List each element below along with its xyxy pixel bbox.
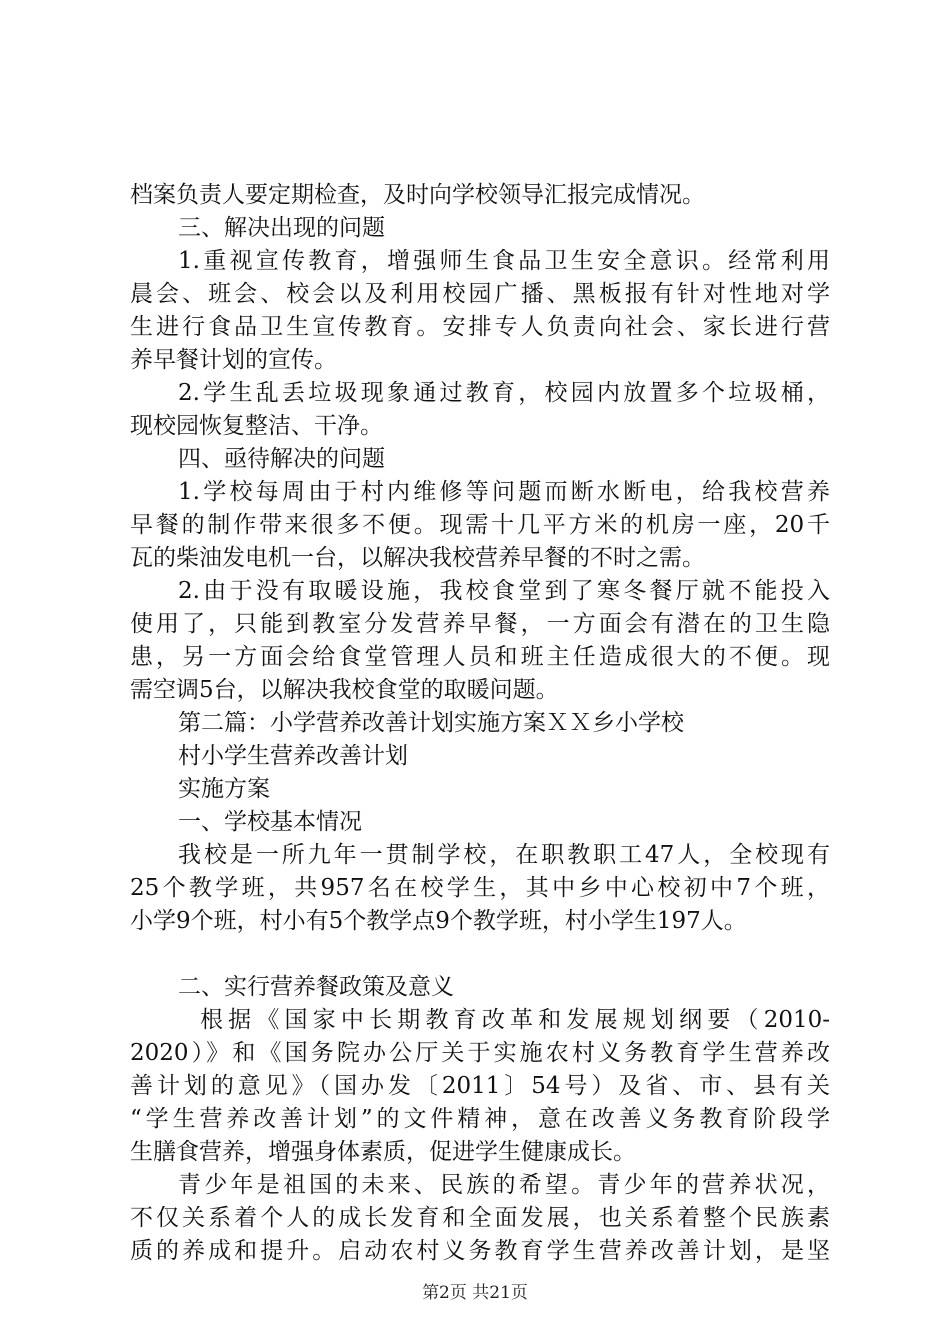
chapter-heading: 村小学生营养改善计划 [178, 743, 408, 769]
section-heading: 二、实行营养餐政策及意义 [178, 974, 454, 1000]
text-line: 患，另一方面会给食堂管理人员和班主任造成很大的不便。现 [130, 644, 830, 670]
section-heading: 四、亟待解决的问题 [178, 446, 385, 472]
text-line: 生进行食品卫生宣传教育。安排专人负责向社会、家长进行营 [130, 314, 830, 340]
text-line: 2.学生乱丢垃圾现象通过教育，校园内放置多个垃圾桶， [178, 380, 830, 406]
text-line: 我校是一所九年一贯制学校，在职教职工47人，全校现有 [178, 842, 830, 868]
text-line: 1.重视宣传教育，增强师生食品卫生安全意识。经常利用 [178, 248, 830, 274]
text-line: 青少年是祖国的未来、民族的希望。青少年的营养状况， [178, 1172, 830, 1198]
text-line: 现校园恢复整洁、干净。 [130, 413, 383, 439]
text-line: 晨会、班会、校会以及利用校园广播、黑板报有针对性地对学 [130, 281, 830, 307]
chapter-heading: 实施方案 [178, 776, 270, 802]
text-line: 使用了，只能到教室分发营养早餐，一方面会有潜在的卫生隐 [130, 611, 830, 637]
text-line: 档案负责人要定期检查，及时向学校领导汇报完成情况。 [130, 182, 705, 208]
text-line: 早餐的制作带来很多不便。现需十几平方米的机房一座，20千 [130, 512, 830, 538]
text-line: 2020）》和《国务院办公厅关于实施农村义务教育学生营养改 [130, 1040, 830, 1066]
text-line: 25个教学班，共957名在校学生，其中乡中心校初中7个班， [130, 875, 830, 901]
text-line: 2.由于没有取暖设施，我校食堂到了寒冬餐厅就不能投入 [178, 578, 830, 604]
text-line: 善计划的意见》（国办发〔2011〕54号）及省、市、县有关 [130, 1073, 830, 1099]
text-line: 根据《国家中长期教育改革和发展规划纲要（2010- [200, 1007, 830, 1033]
text-line: 需空调5台，以解决我校食堂的取暖问题。 [130, 677, 559, 703]
text-line: 养早餐计划的宣传。 [130, 347, 337, 373]
text-line: 质的养成和提升。启动农村义务教育学生营养改善计划，是坚 [130, 1238, 830, 1264]
text-line: 小学9个班，村小有5个教学点9个教学班，村小学生197人。 [130, 908, 747, 934]
chapter-heading: 第二篇：小学营养改善计划实施方案ＸＸ乡小学校 [178, 710, 684, 736]
page-footer: 第2页 共21页 [422, 1283, 528, 1303]
text-line: 生膳食营养，增强身体素质，促进学生健康成长。 [130, 1139, 636, 1165]
section-heading: 一、学校基本情况 [178, 809, 362, 835]
section-heading: 三、解决出现的问题 [178, 215, 385, 241]
text-line: 1.学校每周由于村内维修等问题而断水断电，给我校营养 [178, 479, 830, 505]
text-line: 不仅关系着个人的成长发育和全面发展，也关系着整个民族素 [130, 1205, 830, 1231]
text-line: “学生营养改善计划”的文件精神，意在改善义务教育阶段学 [130, 1106, 830, 1132]
text-line: 瓦的柴油发电机一台，以解决我校营养早餐的不时之需。 [130, 545, 705, 571]
